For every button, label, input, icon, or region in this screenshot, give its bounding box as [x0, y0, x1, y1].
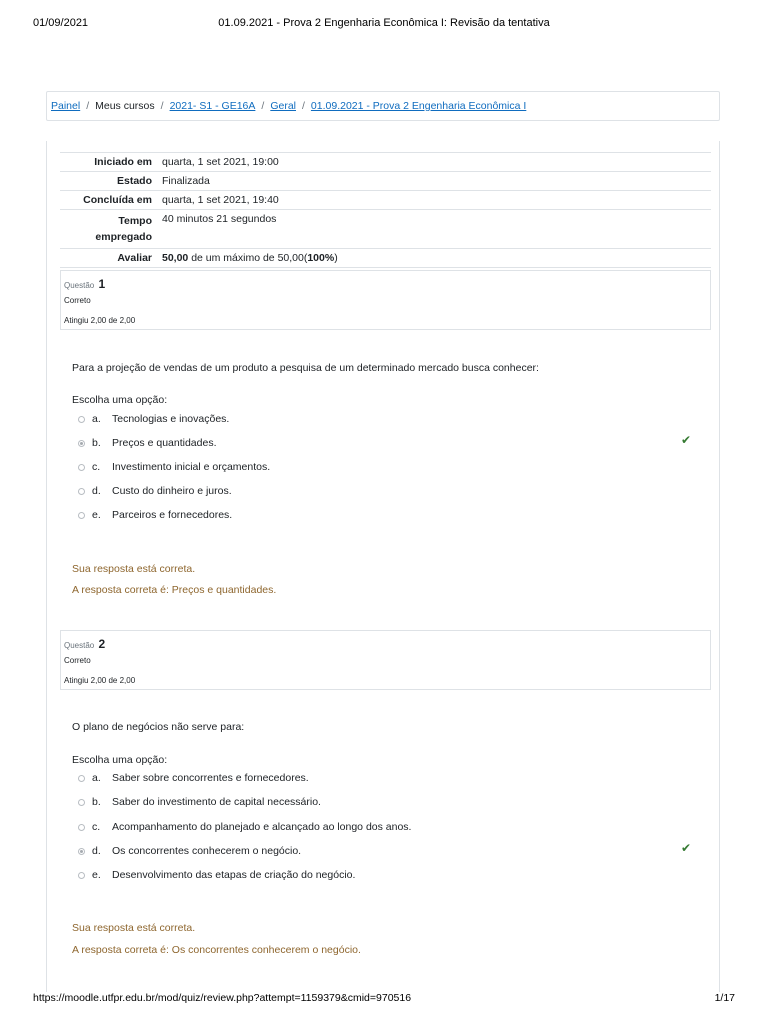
question-number-value: 1: [98, 277, 106, 291]
answer-option-e[interactable]: [78, 868, 355, 882]
radio-button[interactable]: [78, 872, 85, 879]
grade-score: 50,00: [162, 252, 189, 264]
answer-option-c[interactable]: [78, 820, 411, 834]
print-date: 01/09/2021: [33, 17, 89, 29]
breadcrumb-item-meus-cursos: Meus cursos: [95, 100, 155, 112]
question-info-2: [60, 630, 711, 690]
question-number: [64, 277, 105, 291]
right-answer: A resposta correta é: Os concorrentes conhecerem o negócio.: [72, 944, 361, 956]
radio-button[interactable]: [78, 416, 85, 423]
option-letter: d.: [92, 485, 101, 497]
grade-percent: 100%: [307, 252, 335, 264]
summary-label: Tempo empregado: [60, 210, 158, 249]
print-header: [0, 17, 768, 33]
breadcrumb-separator: /: [302, 100, 305, 112]
correct-check-icon: ✔: [681, 433, 692, 447]
answer-option-d[interactable]: [78, 484, 232, 498]
answer-feedback: Sua resposta está correta.: [72, 922, 196, 934]
option-letter: b.: [92, 437, 101, 449]
option-letter: b.: [92, 796, 101, 808]
question-grade: Atingiu 2,00 de 2,00: [64, 316, 136, 325]
question-state: Correto: [64, 656, 91, 665]
answer-prompt: Escolha uma opção:: [72, 394, 168, 406]
question-number: [64, 637, 105, 651]
summary-value: 40 minutos 21 segundos: [158, 210, 711, 249]
option-letter: a.: [92, 413, 101, 425]
answer-option-e[interactable]: [78, 508, 232, 522]
radio-button[interactable]: [78, 464, 85, 471]
summary-row-time: [60, 210, 711, 249]
radio-button[interactable]: [78, 488, 85, 495]
attempt-summary-table: [60, 152, 711, 268]
option-letter: d.: [92, 845, 101, 857]
breadcrumb-separator: /: [86, 100, 90, 112]
option-letter: e.: [92, 869, 101, 881]
grade-text: de um máximo de 50,00(: [188, 252, 308, 264]
summary-row-state: [60, 172, 711, 191]
breadcrumb-link-quiz[interactable]: 01.09.2021 - Prova 2 Engenharia Econômica I: [310, 100, 527, 112]
answer-option-a[interactable]: [78, 412, 229, 426]
question-text: Para a projeção de vendas de um produto a pesquisa de um determinado mercado busca conhecer:: [72, 362, 539, 374]
summary-label: Estado: [60, 172, 158, 191]
breadcrumb-separator: /: [160, 100, 164, 112]
breadcrumb-link-course[interactable]: 2021- S1 - GE16A: [169, 100, 256, 112]
breadcrumb-link-painel[interactable]: Painel: [51, 100, 81, 112]
answer-feedback: Sua resposta está correta.: [72, 563, 196, 575]
answer-option-b[interactable]: [78, 795, 321, 809]
radio-button-selected[interactable]: [78, 440, 85, 447]
summary-row-completed: [60, 191, 711, 210]
question-info-1: [60, 270, 711, 330]
option-letter: c.: [92, 461, 101, 473]
option-text: Preços e quantidades.: [112, 437, 217, 449]
summary-row-started: [60, 153, 711, 172]
option-letter: e.: [92, 509, 101, 521]
option-text: Saber do investimento de capital necessário.: [112, 796, 321, 808]
summary-value: Finalizada: [158, 172, 711, 191]
grade-close: ): [334, 252, 338, 264]
summary-row-grade: [60, 249, 711, 268]
breadcrumb-separator: /: [261, 100, 265, 112]
question-grade: Atingiu 2,00 de 2,00: [64, 676, 136, 685]
print-page-number: 1/17: [714, 992, 735, 1004]
option-text: Investimento inicial e orçamentos.: [112, 461, 271, 473]
option-text: Desenvolvimento das etapas de criação do negócio.: [112, 869, 356, 881]
answer-prompt: Escolha uma opção:: [72, 754, 168, 766]
radio-button[interactable]: [78, 775, 85, 782]
answer-option-d[interactable]: [78, 844, 301, 858]
radio-button[interactable]: [78, 799, 85, 806]
option-text: Os concorrentes conhecerem o negócio.: [112, 845, 302, 857]
answer-option-c[interactable]: [78, 460, 270, 474]
option-letter: c.: [92, 821, 101, 833]
print-title: 01.09.2021 - Prova 2 Engenharia Econômica I: Revisão da tentativa: [218, 17, 550, 29]
radio-button-selected[interactable]: [78, 848, 85, 855]
summary-value: quarta, 1 set 2021, 19:40: [158, 191, 711, 210]
summary-label: Avaliar: [60, 249, 158, 268]
radio-button[interactable]: [78, 824, 85, 831]
radio-button[interactable]: [78, 512, 85, 519]
correct-check-icon: ✔: [681, 841, 692, 855]
option-text: Parceiros e fornecedores.: [112, 509, 233, 521]
summary-label: Concluída em: [60, 191, 158, 210]
print-url: https://moodle.utfpr.edu.br/mod/quiz/review.php?attempt=1159379&cmid=970516: [33, 992, 412, 1004]
option-text: Tecnologias e inovações.: [112, 413, 230, 425]
answer-option-b[interactable]: [78, 436, 217, 450]
summary-value: [158, 249, 711, 268]
question-number-value: 2: [98, 637, 106, 651]
question-state: Correto: [64, 296, 91, 305]
option-text: Saber sobre concorrentes e fornecedores.: [112, 772, 309, 784]
question-text: O plano de negócios não serve para:: [72, 721, 245, 733]
summary-label: Iniciado em: [60, 153, 158, 172]
option-text: Acompanhamento do planejado e alcançado ao longo dos anos.: [112, 821, 412, 833]
breadcrumb: [46, 91, 720, 121]
question-label: Questão: [64, 281, 95, 290]
summary-value: quarta, 1 set 2021, 19:00: [158, 153, 711, 172]
option-letter: a.: [92, 772, 101, 784]
print-footer: [0, 992, 768, 1008]
question-label: Questão: [64, 641, 95, 650]
breadcrumb-link-geral[interactable]: Geral: [270, 100, 296, 112]
right-answer: A resposta correta é: Preços e quantidades.: [72, 584, 277, 596]
answer-option-a[interactable]: [78, 771, 309, 785]
option-text: Custo do dinheiro e juros.: [112, 485, 232, 497]
